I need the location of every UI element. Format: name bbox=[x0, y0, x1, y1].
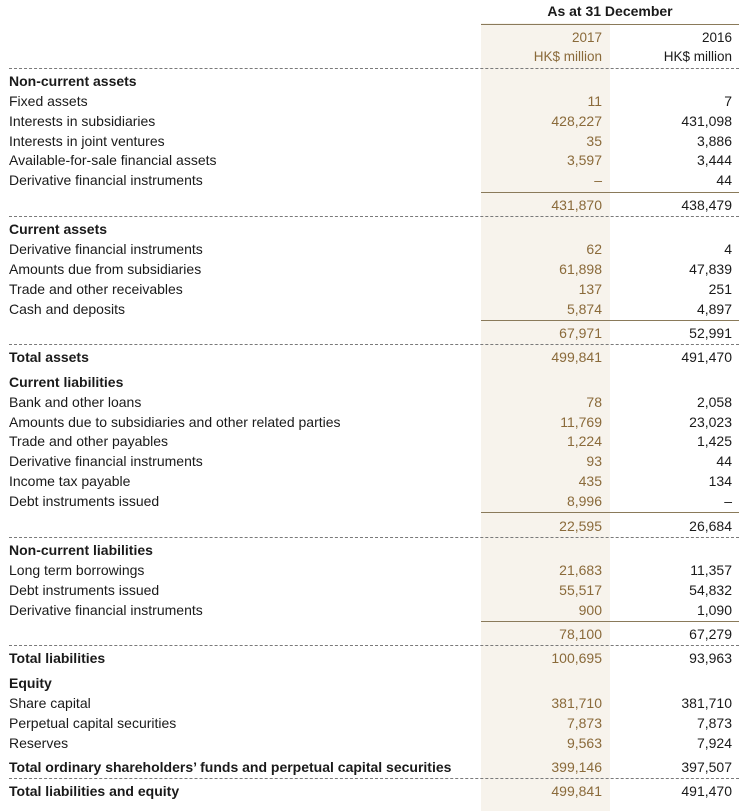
row-label: Debt instruments issued bbox=[9, 582, 160, 598]
value-2017: 9,563 bbox=[566, 735, 602, 751]
row-label: Fixed assets bbox=[9, 93, 88, 109]
value-2016: 397,507 bbox=[681, 759, 732, 775]
total-row bbox=[0, 757, 739, 777]
section-heading-row bbox=[0, 540, 739, 560]
section-divider bbox=[9, 216, 739, 217]
row-label: Derivative financial instruments bbox=[9, 241, 203, 257]
value-2017: 100,695 bbox=[551, 650, 602, 666]
value-2017: 11 bbox=[587, 93, 602, 109]
section-heading-row bbox=[0, 71, 739, 91]
table-row bbox=[0, 733, 739, 753]
row-label: Interests in subsidiaries bbox=[9, 113, 156, 129]
section-divider bbox=[9, 645, 739, 646]
row-label: Available-for-sale financial assets bbox=[9, 152, 217, 168]
column-2016-year: 2016 bbox=[701, 30, 732, 45]
value-2016: 1,090 bbox=[696, 602, 732, 618]
subtotal-row bbox=[0, 323, 739, 343]
table-row bbox=[0, 170, 739, 190]
value-2017: 431,870 bbox=[551, 197, 602, 213]
section-heading-row bbox=[0, 372, 739, 392]
value-2017: 11,769 bbox=[560, 414, 602, 430]
table-row bbox=[0, 600, 739, 620]
row-label: Current assets bbox=[9, 221, 108, 237]
value-2017: 7,873 bbox=[566, 715, 602, 731]
row-label: Cash and deposits bbox=[9, 301, 125, 317]
table-row bbox=[0, 713, 739, 733]
row-label: Non-current liabilities bbox=[9, 542, 153, 558]
value-2017: 22,595 bbox=[559, 518, 602, 534]
value-2017: 3,597 bbox=[566, 152, 602, 168]
value-2016: 491,470 bbox=[681, 783, 732, 799]
subtotal-row bbox=[0, 195, 739, 215]
column-2016-unit: HK$ million bbox=[663, 49, 732, 64]
row-label: Bank and other loans bbox=[9, 394, 142, 410]
value-2016: 7,924 bbox=[696, 735, 732, 751]
value-2016: 438,479 bbox=[681, 197, 732, 213]
value-2016: 1,425 bbox=[696, 433, 732, 449]
row-label: Income tax payable bbox=[9, 473, 131, 489]
value-2017: 900 bbox=[578, 602, 602, 618]
row-label: Trade and other receivables bbox=[9, 281, 183, 297]
section-divider bbox=[9, 344, 739, 345]
value-2016: 54,832 bbox=[689, 582, 732, 598]
table-row bbox=[0, 259, 739, 279]
row-label: Debt instruments issued bbox=[9, 493, 160, 509]
value-2016: 44 bbox=[716, 453, 732, 469]
value-2016: 7 bbox=[724, 93, 732, 109]
value-2016: 11,357 bbox=[690, 562, 732, 578]
section-heading-row bbox=[0, 673, 739, 693]
table-row bbox=[0, 392, 739, 412]
value-2017: 21,683 bbox=[559, 562, 602, 578]
section-divider bbox=[9, 778, 739, 779]
row-label: Equity bbox=[9, 675, 52, 691]
table-row bbox=[0, 693, 739, 713]
table-row bbox=[0, 131, 739, 151]
row-label: Derivative financial instruments bbox=[9, 453, 203, 469]
row-label: Amounts due from subsidiaries bbox=[9, 261, 202, 277]
value-2017: 399,146 bbox=[551, 759, 602, 775]
period-header: As at 31 December bbox=[547, 3, 673, 19]
value-2016: 67,279 bbox=[689, 626, 732, 642]
table-row bbox=[0, 150, 739, 170]
table-row bbox=[0, 491, 739, 511]
subtotal-rule bbox=[481, 320, 739, 321]
value-2016: 23,023 bbox=[689, 414, 732, 430]
section-divider bbox=[9, 537, 739, 538]
subtotal-rule bbox=[481, 621, 739, 622]
table-row bbox=[0, 412, 739, 432]
value-2016: 2,058 bbox=[696, 394, 732, 410]
total-row bbox=[0, 648, 739, 668]
row-label: Amounts due to subsidiaries and other related parties bbox=[9, 414, 341, 430]
row-label: Share capital bbox=[9, 695, 91, 711]
table-row bbox=[0, 239, 739, 259]
table-row bbox=[0, 471, 739, 491]
column-header-2016 bbox=[664, 28, 732, 66]
row-label: Current liabilities bbox=[9, 374, 124, 390]
value-2017: 67,971 bbox=[559, 325, 602, 341]
row-label: Total liabilities bbox=[9, 650, 106, 666]
value-2017: 78 bbox=[586, 394, 602, 410]
column-2017-year: 2017 bbox=[571, 30, 602, 45]
value-2017: 35 bbox=[586, 133, 602, 149]
row-label: Long term borrowings bbox=[9, 562, 145, 578]
subtotal-rule bbox=[481, 192, 739, 193]
value-2017: 428,227 bbox=[551, 113, 602, 129]
value-2017: 499,841 bbox=[551, 349, 602, 365]
row-label: Reserves bbox=[9, 735, 69, 751]
row-label: Interests in joint ventures bbox=[9, 133, 165, 149]
value-2016: 93,963 bbox=[689, 650, 732, 666]
value-2017: – bbox=[594, 172, 602, 188]
value-2016: 44 bbox=[716, 172, 732, 188]
value-2016: 431,098 bbox=[681, 113, 732, 129]
table-row bbox=[0, 299, 739, 319]
value-2016: 491,470 bbox=[681, 349, 732, 365]
value-2017: 137 bbox=[578, 281, 602, 297]
value-2016: 251 bbox=[708, 281, 732, 297]
value-2016: 26,684 bbox=[689, 518, 732, 534]
header-divider bbox=[9, 68, 739, 69]
value-2016: – bbox=[724, 493, 732, 509]
value-2016: 4,897 bbox=[696, 301, 732, 317]
value-2017: 61,898 bbox=[559, 261, 602, 277]
value-2016: 134 bbox=[708, 473, 732, 489]
row-label: Perpetual capital securities bbox=[9, 715, 177, 731]
column-2017-unit: HK$ million bbox=[533, 49, 602, 64]
value-2017: 1,224 bbox=[566, 433, 602, 449]
value-2017: 381,710 bbox=[551, 695, 602, 711]
value-2017: 435 bbox=[578, 473, 602, 489]
total-row bbox=[0, 347, 739, 367]
row-label: Total assets bbox=[9, 349, 89, 365]
value-2016: 381,710 bbox=[681, 695, 732, 711]
subtotal-row bbox=[0, 624, 739, 644]
table-row bbox=[0, 451, 739, 471]
table-row bbox=[0, 580, 739, 600]
value-2017: 5,874 bbox=[566, 301, 602, 317]
column-header-2017 bbox=[534, 28, 602, 66]
row-label: Total ordinary shareholders’ funds and perpetual capital securities bbox=[9, 759, 452, 775]
table-row bbox=[0, 560, 739, 580]
value-2016: 4 bbox=[724, 241, 732, 257]
value-2017: 499,841 bbox=[551, 783, 602, 799]
value-2017: 78,100 bbox=[559, 626, 602, 642]
row-label: Total liabilities and equity bbox=[9, 783, 180, 799]
value-2016: 47,839 bbox=[689, 261, 732, 277]
value-2016: 3,886 bbox=[696, 133, 732, 149]
total-row bbox=[0, 781, 739, 801]
subtotal-rule bbox=[481, 512, 739, 513]
value-2017: 55,517 bbox=[559, 582, 602, 598]
header-rule bbox=[481, 24, 739, 25]
row-label: Derivative financial instruments bbox=[9, 172, 203, 188]
subtotal-row bbox=[0, 516, 739, 536]
value-2017: 93 bbox=[586, 453, 602, 469]
table-row bbox=[0, 279, 739, 299]
table-row bbox=[0, 431, 739, 451]
table-row bbox=[0, 91, 739, 111]
value-2016: 7,873 bbox=[696, 715, 732, 731]
row-label: Non-current assets bbox=[9, 73, 137, 89]
section-heading-row bbox=[0, 219, 739, 239]
value-2016: 3,444 bbox=[696, 152, 732, 168]
value-2017: 62 bbox=[586, 241, 602, 257]
row-label: Derivative financial instruments bbox=[9, 602, 203, 618]
value-2017: 8,996 bbox=[566, 493, 602, 509]
row-label: Trade and other payables bbox=[9, 433, 169, 449]
value-2016: 52,991 bbox=[689, 325, 732, 341]
table-row bbox=[0, 111, 739, 131]
